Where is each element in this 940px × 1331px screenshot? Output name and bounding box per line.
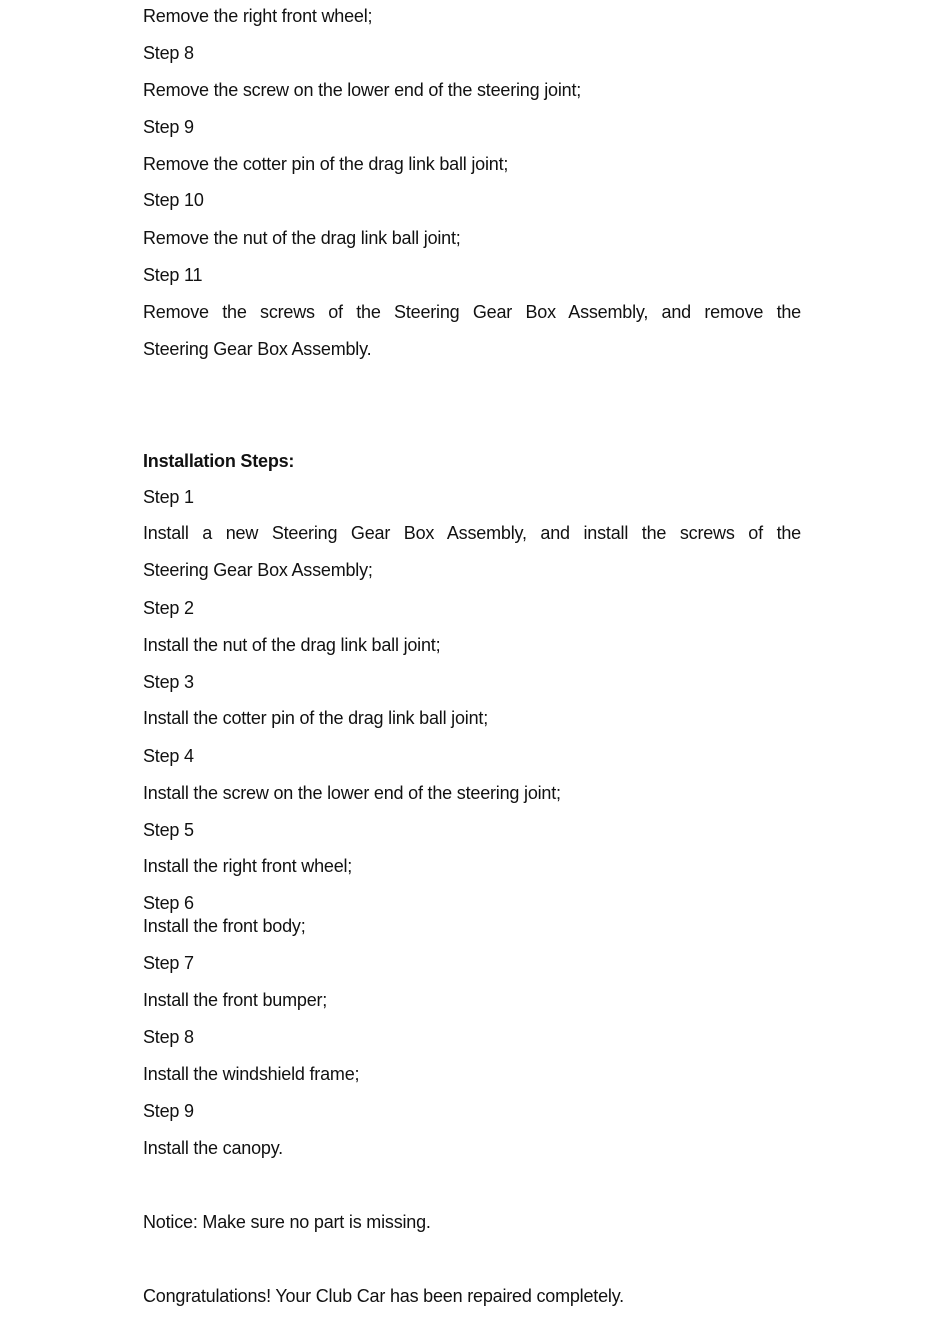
removal-step10-label: Step 10 xyxy=(143,190,204,210)
install-step3-text: Install the cotter pin of the drag link ball joint; xyxy=(143,708,489,728)
removal-step11-text-line1: Remove the screws of the Steering Gear Box Assembly, and remove the xyxy=(143,302,801,322)
install-step2-label: Step 2 xyxy=(143,598,194,618)
install-step1-text-line1: Install a new Steering Gear Box Assembly, and install the screws of the xyxy=(143,523,801,543)
install-step6-label: Step 6 xyxy=(143,893,194,913)
removal-step11-label: Step 11 xyxy=(143,265,203,285)
installation-heading: Installation Steps: xyxy=(143,451,295,471)
install-step9-text: Install the canopy. xyxy=(143,1138,283,1158)
install-step1-text-line2: Steering Gear Box Assembly; xyxy=(143,560,373,580)
install-step2-text: Install the nut of the drag link ball joint; xyxy=(143,635,441,655)
removal-step8-label: Step 8 xyxy=(143,43,194,63)
install-step3-label: Step 3 xyxy=(143,672,194,692)
removal-step10-text: Remove the nut of the drag link ball joint; xyxy=(143,228,461,248)
removal-step11-text-line2: Steering Gear Box Assembly. xyxy=(143,339,372,359)
install-step6-text: Install the front body; xyxy=(143,916,306,936)
install-step1-label: Step 1 xyxy=(143,487,194,507)
removal-step7-text: Remove the right front wheel; xyxy=(143,6,373,26)
removal-step9-label: Step 9 xyxy=(143,117,194,137)
install-step7-label: Step 7 xyxy=(143,953,194,973)
removal-step9-text: Remove the cotter pin of the drag link ball joint; xyxy=(143,154,509,174)
install-step5-text: Install the right front wheel; xyxy=(143,856,353,876)
install-step5-label: Step 5 xyxy=(143,820,194,840)
install-step9-label: Step 9 xyxy=(143,1101,194,1121)
install-step8-text: Install the windshield frame; xyxy=(143,1064,360,1084)
install-step4-label: Step 4 xyxy=(143,746,194,766)
removal-step8-text: Remove the screw on the lower end of the steering joint; xyxy=(143,80,582,100)
install-step7-text: Install the front bumper; xyxy=(143,990,328,1010)
closing-text: Congratulations! Your Club Car has been repaired completely. xyxy=(143,1286,624,1306)
notice-text: Notice: Make sure no part is missing. xyxy=(143,1212,431,1232)
install-step8-label: Step 8 xyxy=(143,1027,194,1047)
install-step4-text: Install the screw on the lower end of the steering joint; xyxy=(143,783,561,803)
